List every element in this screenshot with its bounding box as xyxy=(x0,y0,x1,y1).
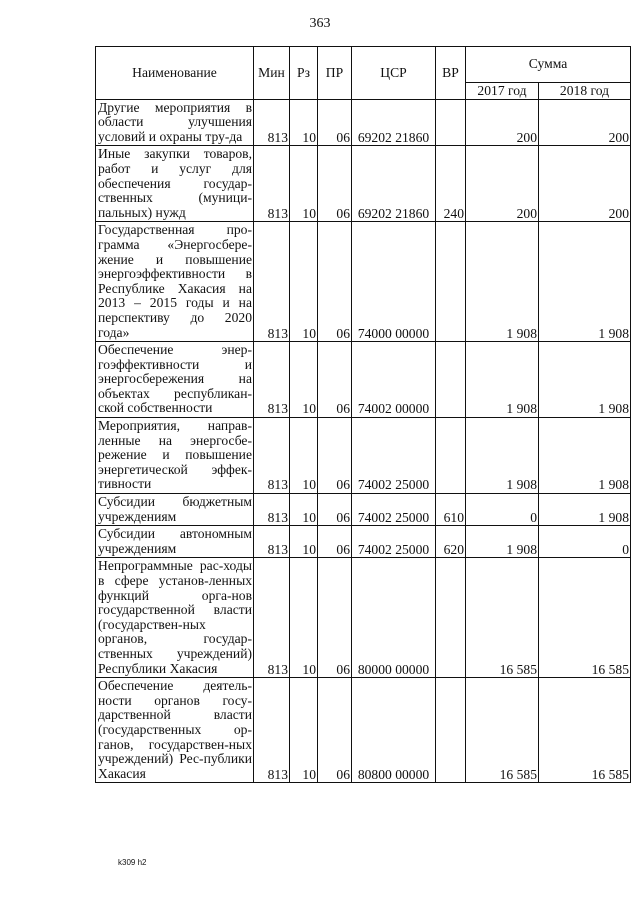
table-row xyxy=(96,222,631,342)
cell-vr xyxy=(436,678,466,783)
cell-y2017: 200 xyxy=(466,146,539,222)
cell-min: 813 xyxy=(254,342,290,418)
cell-y2017: 16 585 xyxy=(466,678,539,783)
header-min: Мин xyxy=(254,47,290,100)
cell-y2018: 16 585 xyxy=(539,678,631,783)
cell-csr: 74002 25000 xyxy=(352,418,436,494)
footer-code: k309 h2 xyxy=(118,858,147,867)
table-row xyxy=(96,418,631,494)
cell-rz: 10 xyxy=(290,418,318,494)
header-rz: Рз xyxy=(290,47,318,100)
cell-min: 813 xyxy=(254,418,290,494)
header-pr: ПР xyxy=(318,47,352,100)
cell-y2018: 1 908 xyxy=(539,418,631,494)
header-vr: ВР xyxy=(436,47,466,100)
cell-y2017: 200 xyxy=(466,99,539,146)
cell-name: Мероприятия, направ-ленные на энергосбе-режение и повышение энергетической эффек-тивности xyxy=(96,418,254,494)
cell-csr: 74002 00000 xyxy=(352,342,436,418)
cell-vr xyxy=(436,222,466,342)
cell-name: Обеспечение деятель-ности органов госу-дарственной власти (государственных ор-ганов, государствен-ных учреждений) Рес-публики Хакасия xyxy=(96,678,254,783)
header-csr: ЦСР xyxy=(352,47,436,100)
cell-pr: 06 xyxy=(318,678,352,783)
cell-min: 813 xyxy=(254,678,290,783)
header-year-2017: 2017 год xyxy=(466,83,539,100)
cell-y2018: 1 908 xyxy=(539,222,631,342)
table-row xyxy=(96,526,631,558)
cell-name: Непрограммные рас-ходы в сфере установ-ленных функций орга-нов государственной власти (государствен-ных органов, государ-ственных учреждений) Республики Хакасия xyxy=(96,558,254,678)
header-sum: Сумма xyxy=(466,47,631,83)
cell-y2018: 0 xyxy=(539,526,631,558)
cell-csr: 69202 21860 xyxy=(352,99,436,146)
table-row xyxy=(96,558,631,678)
cell-name: Обеспечение энер-гоэффективности и энергосбережения на объектах республикан-ской собственности xyxy=(96,342,254,418)
cell-y2018: 200 xyxy=(539,146,631,222)
table-row xyxy=(96,146,631,222)
cell-min: 813 xyxy=(254,558,290,678)
cell-csr: 80000 00000 xyxy=(352,558,436,678)
table-row xyxy=(96,342,631,418)
cell-min: 813 xyxy=(254,146,290,222)
cell-name: Иные закупки товаров, работ и услуг для обеспечения государ-ственных (муници-пальных) нужд xyxy=(96,146,254,222)
cell-y2018: 16 585 xyxy=(539,558,631,678)
cell-rz: 10 xyxy=(290,494,318,526)
cell-name: Субсидии автономным учреждениям xyxy=(96,526,254,558)
table-row xyxy=(96,494,631,526)
table-body xyxy=(96,99,631,783)
cell-pr: 06 xyxy=(318,558,352,678)
cell-y2017: 1 908 xyxy=(466,526,539,558)
cell-y2017: 0 xyxy=(466,494,539,526)
cell-csr: 80800 00000 xyxy=(352,678,436,783)
cell-pr: 06 xyxy=(318,526,352,558)
cell-vr xyxy=(436,99,466,146)
cell-y2017: 1 908 xyxy=(466,418,539,494)
cell-pr: 06 xyxy=(318,99,352,146)
cell-csr: 74000 00000 xyxy=(352,222,436,342)
table-row xyxy=(96,99,631,146)
cell-y2017: 1 908 xyxy=(466,222,539,342)
cell-pr: 06 xyxy=(318,342,352,418)
cell-rz: 10 xyxy=(290,146,318,222)
page-number: 363 xyxy=(309,16,331,31)
cell-min: 813 xyxy=(254,222,290,342)
cell-min: 813 xyxy=(254,526,290,558)
cell-y2018: 1 908 xyxy=(539,494,631,526)
cell-y2017: 1 908 xyxy=(466,342,539,418)
cell-name: Другие мероприятия в области улучшения условий и охраны тру-да xyxy=(96,99,254,146)
cell-vr: 610 xyxy=(436,494,466,526)
cell-name: Субсидии бюджетным учреждениям xyxy=(96,494,254,526)
cell-pr: 06 xyxy=(318,494,352,526)
cell-y2017: 16 585 xyxy=(466,558,539,678)
cell-y2018: 200 xyxy=(539,99,631,146)
cell-min: 813 xyxy=(254,99,290,146)
cell-rz: 10 xyxy=(290,526,318,558)
table-row xyxy=(96,678,631,783)
budget-table xyxy=(95,46,631,783)
cell-csr: 74002 25000 xyxy=(352,494,436,526)
cell-vr xyxy=(436,418,466,494)
cell-rz: 10 xyxy=(290,99,318,146)
cell-rz: 10 xyxy=(290,342,318,418)
cell-rz: 10 xyxy=(290,222,318,342)
cell-vr: 620 xyxy=(436,526,466,558)
cell-rz: 10 xyxy=(290,678,318,783)
cell-min: 813 xyxy=(254,494,290,526)
cell-vr xyxy=(436,558,466,678)
cell-rz: 10 xyxy=(290,558,318,678)
cell-vr: 240 xyxy=(436,146,466,222)
cell-vr xyxy=(436,342,466,418)
header-name: Наименование xyxy=(96,47,254,100)
cell-pr: 06 xyxy=(318,222,352,342)
cell-csr: 74002 25000 xyxy=(352,526,436,558)
cell-csr: 69202 21860 xyxy=(352,146,436,222)
cell-pr: 06 xyxy=(318,146,352,222)
header-year-2018: 2018 год xyxy=(539,83,631,100)
cell-pr: 06 xyxy=(318,418,352,494)
cell-y2018: 1 908 xyxy=(539,342,631,418)
cell-name: Государственная про-грамма «Энергосбере-жение и повышение энергоэффективности в Республике Хакасия на 2013 – 2015 годы и на перспективу до 2020 года» xyxy=(96,222,254,342)
